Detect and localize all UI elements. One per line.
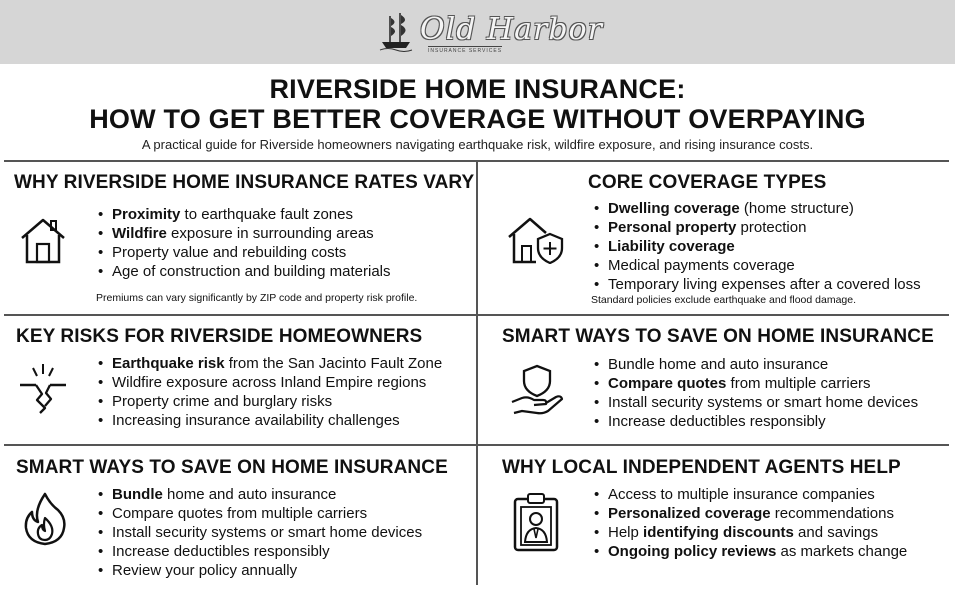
list-item: • Medical payments coverage bbox=[594, 256, 921, 275]
flame-icon bbox=[20, 492, 70, 546]
ship-icon bbox=[378, 10, 414, 52]
list-item: • Personal property protection bbox=[594, 218, 921, 237]
page-title-line1: RIVERSIDE HOME INSURANCE: bbox=[269, 74, 686, 104]
house-icon bbox=[18, 212, 68, 266]
list-item: • Age of construction and building materials bbox=[98, 262, 391, 281]
list-rates-vary bbox=[98, 205, 391, 281]
list-key-risks bbox=[98, 354, 442, 430]
list-item: • Ongoing policy reviews as markets change bbox=[594, 542, 907, 561]
list-item: • Property value and rebuilding costs bbox=[98, 243, 391, 262]
section-heading-key-risks: KEY RISKS FOR RIVERSIDE HOMEOWNERS bbox=[16, 326, 423, 347]
list-local-agents bbox=[594, 485, 907, 561]
hand-shield-icon bbox=[510, 362, 564, 416]
list-item: • Install security systems or smart home devices bbox=[98, 523, 422, 542]
note-rates-vary: Premiums can vary significantly by ZIP code and property risk profile. bbox=[96, 292, 418, 304]
list-item: • Bundle home and auto insurance bbox=[98, 485, 422, 504]
list-item: • Wildfire exposure in surrounding areas bbox=[98, 224, 391, 243]
list-item: • Access to multiple insurance companies bbox=[594, 485, 907, 504]
list-smart-ways-right bbox=[594, 355, 918, 431]
section-heading-rates-vary: WHY RIVERSIDE HOME INSURANCE RATES VARY bbox=[14, 172, 475, 193]
house-shield-icon bbox=[506, 210, 564, 264]
header-bar bbox=[0, 0, 955, 64]
section-heading-core-coverage: CORE COVERAGE TYPES bbox=[588, 172, 827, 193]
list-item: • Earthquake risk from the San Jacinto Fault Zone bbox=[98, 354, 442, 373]
section-heading-smart-ways-right: SMART WAYS TO SAVE ON HOME INSURANCE bbox=[502, 326, 934, 347]
agent-badge-icon bbox=[512, 492, 560, 552]
list-item: • Personalized coverage recommendations bbox=[594, 504, 907, 523]
company-logo[interactable] bbox=[378, 10, 603, 56]
list-item: • Compare quotes from multiple carriers bbox=[98, 504, 422, 523]
note-core-coverage: Standard policies exclude earthquake and flood damage. bbox=[591, 294, 857, 306]
earthquake-crack-icon bbox=[18, 360, 68, 414]
list-item: • Wildfire exposure across Inland Empire regions bbox=[98, 373, 442, 392]
list-item: • Install security systems or smart home devices bbox=[594, 393, 918, 412]
section-heading-local-agents: WHY LOCAL INDEPENDENT AGENTS HELP bbox=[502, 457, 901, 478]
list-core-coverage bbox=[594, 199, 921, 294]
list-item: • Liability coverage bbox=[594, 237, 921, 256]
page-subtitle: A practical guide for Riverside homeowners navigating earthquake risk, wildfire exposure, and rising insurance costs. bbox=[141, 137, 814, 152]
list-item: • Help identifying discounts and savings bbox=[594, 523, 907, 542]
list-item: • Review your policy annually bbox=[98, 561, 422, 580]
divider-vertical bbox=[476, 160, 478, 585]
logo-wordmark: Old Harbor bbox=[420, 12, 603, 47]
list-item: • Increase deductibles responsibly bbox=[98, 542, 422, 561]
list-item: • Bundle home and auto insurance bbox=[594, 355, 918, 374]
list-item: • Dwelling coverage (home structure) bbox=[594, 199, 921, 218]
list-item: • Compare quotes from multiple carriers bbox=[594, 374, 918, 393]
list-smart-ways-left bbox=[98, 485, 422, 580]
list-item: • Proximity to earthquake fault zones bbox=[98, 205, 391, 224]
logo-subtext: INSURANCE SERVICES bbox=[428, 48, 503, 54]
list-item: • Increasing insurance availability challenges bbox=[98, 411, 442, 430]
page-title-line2: HOW TO GET BETTER COVERAGE WITHOUT OVERPAYING bbox=[89, 104, 866, 134]
list-item: • Property crime and burglary risks bbox=[98, 392, 442, 411]
list-item: • Increase deductibles responsibly bbox=[594, 412, 918, 431]
section-heading-smart-ways-left: SMART WAYS TO SAVE ON HOME INSURANCE bbox=[16, 457, 448, 478]
list-item: • Temporary living expenses after a covered loss bbox=[594, 275, 921, 294]
